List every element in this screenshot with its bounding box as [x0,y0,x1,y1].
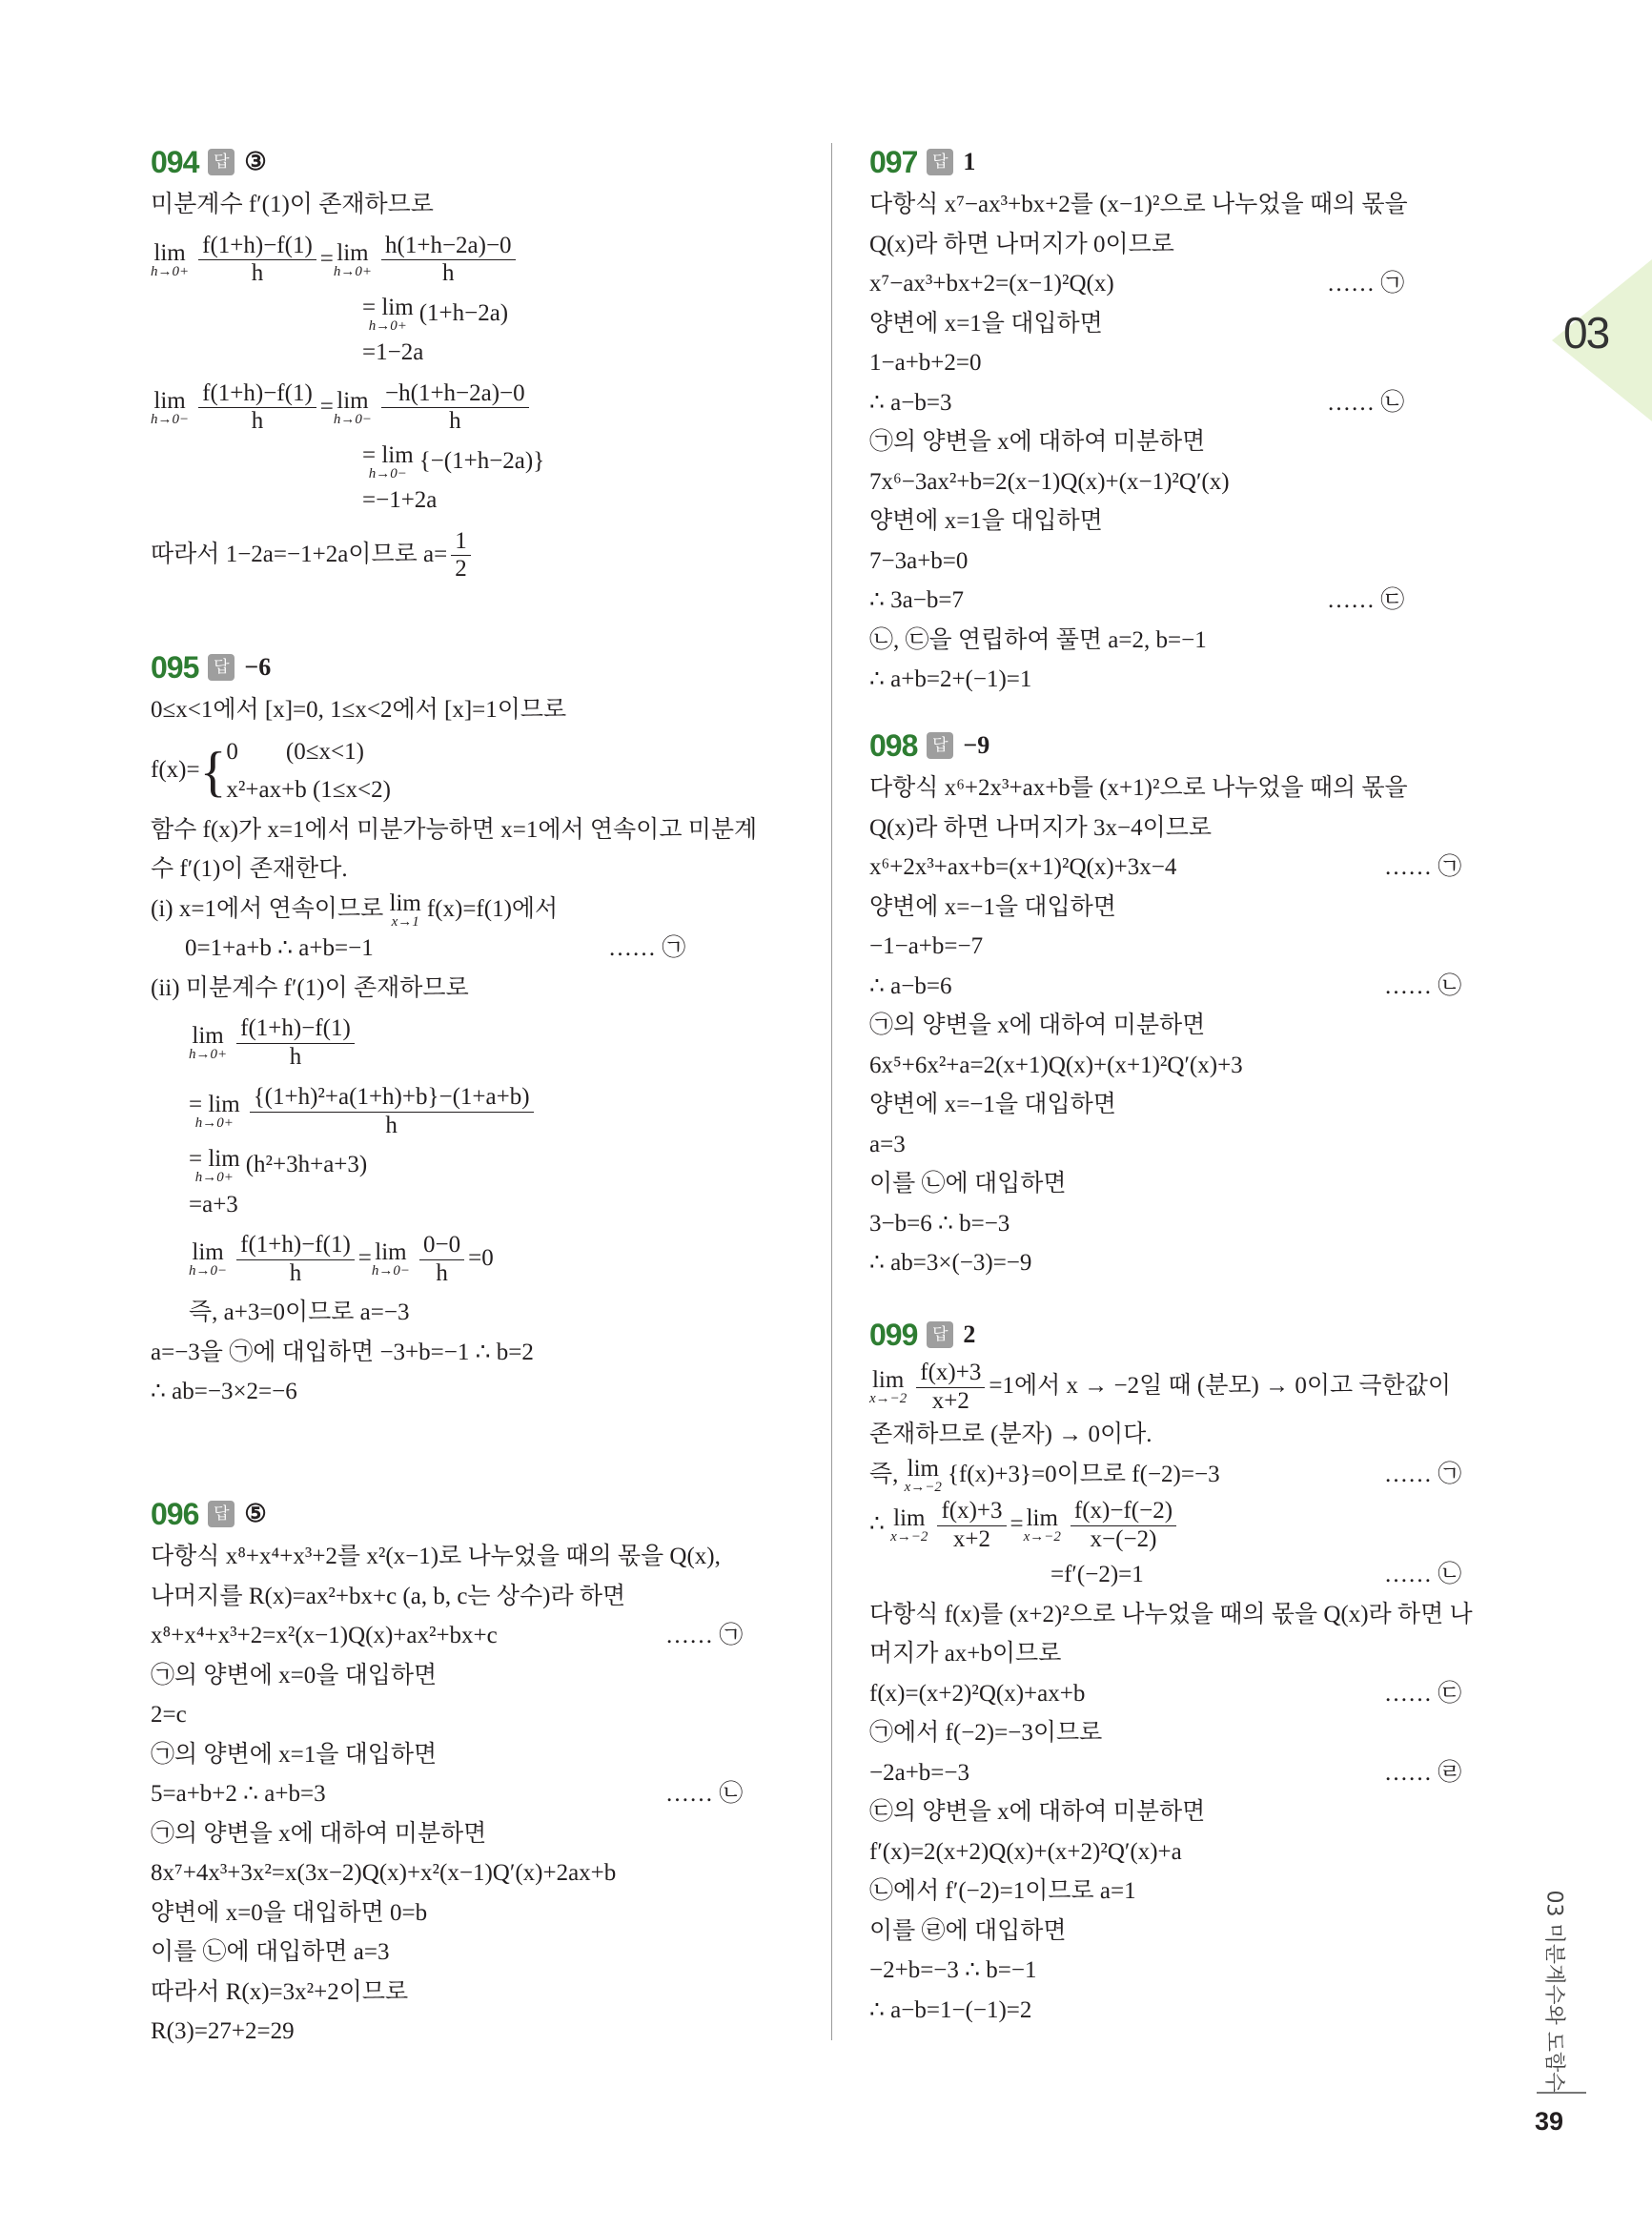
solution-line: ㉠의 양변에 x=1을 대입하면 [151,1741,438,1768]
problem-number: 096 [151,1496,199,1531]
solution-line [151,1076,808,1145]
equation-marker: …… ㉠ [1327,271,1405,297]
solution-line: ∴ 3a−b=7 …… ㉢ [869,581,1527,621]
solution-097 [869,141,1527,700]
solution-line: ㉠의 양변에 x=0을 대입하면 [151,1662,438,1688]
solution-line: 다항식 x⁷−ax³+bx+2를 (x−1)²으로 나누었을 때의 몫을 [869,192,1408,217]
equation-marker: …… ㉠ [608,935,686,961]
solution-line: 따라서 R(x)=3x²+2이므로 [151,1978,409,2005]
solution-line: = lim h→0− {−(1+h−2a)} [362,441,545,481]
problem-number: 094 [151,144,199,179]
limit: lim x→−2 [890,1505,928,1545]
solution-line: =f′(−2)=1 …… ㉡ [869,1555,1527,1595]
answer-tag: 답 [927,1321,953,1348]
answer-tag: 답 [208,654,235,681]
solution-line: Q(x)라 하면 나머지가 3x−4이므로 [869,814,1213,841]
solution-line: 8x⁷+4x³+3x²=x(3x−2)Q(x)+x²(x−1)Q′(x)+2ax+b [151,1860,617,1886]
solution-line: (i) x=1에서 연속이므로 lim x→1 f(x)=f(1)에서 [151,890,559,930]
solution-line: ∴ a+b=2+(−1)=1 [869,666,1032,692]
limit: = lim h→0+ [362,294,414,334]
solution-line: ㉡에서 f′(−2)=1이므로 a=1 [869,1878,1136,1904]
solution-line: 존재하므로 (분자) → 0이다. [869,1422,1152,1447]
solution-line: x⁷−ax³+bx+2=(x−1)²Q(x) …… ㉠ [869,264,1527,304]
solution-line: 미분계수 f′(1)이 존재하므로 [151,192,434,217]
solution-line: lim h→0+ $\frac{f(1+h)-f(1)}{h}$ = lim h→0+ $\frac{h(1+h-2a)-0}{h}$ [151,225,808,294]
equation-marker: …… ㉠ [665,1623,744,1648]
chapter-number: 03 [1563,308,1609,358]
solution-line: 머지가 ax+b이므로 [869,1641,1062,1667]
solution-line: x⁸+x⁴+x³+2=x²(x−1)Q(x)+ax²+bx+c …… ㉠ [151,1616,808,1656]
limit: = lim h→0− [362,441,414,481]
fraction: $\frac{-h(1+h-2a)-0}{h}$ [381,380,529,437]
solution-line: lim x→−2 $\frac{f(x)+3}{x+2}$ =1에서 x → −2일 때 (분모) → 0이고 극한값이 [869,1360,1452,1414]
equation-marker: …… ㉢ [1384,1680,1462,1707]
solution-line: 함수 f(x)가 x=1에서 미분가능하면 x=1에서 연속이고 미분계 [151,816,758,843]
solution-line: f′(x)=2(x+2)Q(x)+(x+2)²Q′(x)+a [869,1838,1182,1865]
equation-marker: …… ㉡ [665,1781,744,1807]
solution-line: = lim h→0+ (h²+3h+a+3) [189,1146,368,1186]
solution-line: 나머지를 R(x)=ax²+bx+c (a, b, c는 상수)라 하면 [151,1583,626,1609]
equation-marker: …… ㉠ [1384,1461,1462,1487]
limit: lim x→−2 [1023,1505,1061,1545]
solution-line: 수 f′(1)이 존재한다. [151,856,348,882]
limit: lim h→0+ [189,1023,228,1063]
solution-line: 따라서 1−2a=−1+2a이므로 a= $\frac{1}{2}$ [151,521,808,589]
limit: lim x→−2 [904,1455,942,1495]
solution-line: ㉠의 양변을 x에 대하여 미분하면 [869,429,1206,455]
chapter-title: 03 미분계수와 도함수 [1541,1890,1566,2092]
solution-098 [869,725,1527,1283]
fraction: $\frac{f(1+h)-f(1)}{h}$ [198,380,316,437]
fraction: $\frac{f(1+h)-f(1)}{h}$ [236,1015,355,1072]
limit: lim h→0− [371,1239,411,1279]
limit: lim h→0+ [333,239,373,279]
solution-line: 7x⁶−3ax²+b=2(x−1)Q(x)+(x−1)²Q′(x) [869,468,1230,495]
problem-number: 097 [869,144,918,179]
solution-line: ∴ lim x→−2 $\frac{f(x)+3}{x+2}$ = lim x→−2 $\frac{f(x)-f(-2)}{x-(-2)}$ [869,1494,1527,1555]
limit: lim h→0− [151,387,190,427]
solution-line: = lim h→0+ (1+h−2a) [362,294,509,334]
solution-line: 다항식 f(x)를 (x+2)²으로 나누었을 때의 몫을 Q(x)라 하면 나 [869,1601,1473,1627]
solution-line: 6x⁵+6x²+a=2(x+1)Q(x)+(x+1)²Q′(x)+3 [869,1052,1243,1078]
page-number-rule [1537,2092,1586,2094]
solution-header [869,141,1527,183]
solution-099 [869,1314,1527,2030]
piecewise-function: f(x)={ 0 (0≤x<1) x²+ax+b (1≤x<2) [151,738,391,803]
solution-header [151,1493,808,1535]
answer-value: −6 [244,653,272,681]
answer-tag: 답 [208,149,235,175]
solution-line [151,1008,808,1076]
solution-line: 0≤x<1에서 [x]=0, 1≤x<2에서 [x]=1이므로 [151,697,567,723]
solution-line: ∴ a−b=3 …… ㉡ [869,383,1527,423]
limit: lim x→1 [389,890,421,930]
solution-line: (ii) 미분계수 f′(1)이 존재하므로 [151,974,469,1001]
limit: lim h→0− [333,387,373,427]
solution-line: 이를 ㉡에 대입하면 a=3 [151,1939,390,1965]
equation-marker: …… ㉣ [1384,1759,1462,1786]
solution-line: =−1+2a [362,487,438,513]
solution-line: ㉢의 양변을 x에 대하여 미분하면 [869,1799,1206,1825]
solution-line: −2a+b=−3 …… ㉣ [869,1753,1527,1793]
solution-line: 즉, a+3=0이므로 a=−3 [189,1299,410,1325]
solution-line: ㉡, ㉢을 연립하여 풀면 a=2, b=−1 [869,626,1207,653]
solution-line: lim h→0− $\frac{f(1+h)-f(1)}{h}$ = lim h→0− $\frac{0-0}{h}$ =0 [189,1232,494,1286]
solution-header [869,1314,1527,1356]
limit: lim h→0+ [151,239,190,279]
solution-line: a=3 [869,1131,906,1157]
solution-line: f(x)=(x+2)²Q(x)+ax+b …… ㉢ [869,1674,1527,1714]
solution-line: x⁶+2x³+ax+b=(x+1)²Q(x)+3x−4 …… ㉠ [869,848,1527,888]
solution-header [151,141,808,183]
solution-line: 다항식 x⁸+x⁴+x³+2를 x²(x−1)로 나누었을 때의 몫을 Q(x), [151,1544,721,1569]
limit: lim h→0− [189,1239,228,1279]
fraction: $\frac{f(1+h)-f(1)}{h}$ [198,233,316,289]
solution-line: ㉠의 양변을 x에 대하여 미분하면 [151,1820,487,1847]
solution-line: lim h→0− $\frac{f(1+h)-f(1)}{h}$ = lim h→0− $\frac{-h(1+h-2a)-0}{h}$ [151,373,808,441]
fraction: $\frac{1}{2}$ [451,528,471,584]
solution-line: ∴ ab=3×(−3)=−9 [869,1250,1032,1276]
solution-line: 양변에 x=−1을 대입하면 [869,1092,1116,1117]
solution-line: 다항식 x⁶+2x³+ax+b를 (x+1)²으로 나누었을 때의 몫을 [869,775,1408,801]
solution-line: 양변에 x=1을 대입하면 [869,310,1103,337]
solution-096 [151,1493,808,2052]
solution-line: 양변에 x=0을 대입하면 0=b [151,1899,428,1926]
solution-line: 이를 ㉡에 대입하면 [869,1171,1067,1197]
fraction: $\frac{f(x)+3}{x+2}$ [916,1360,985,1416]
solution-line: Q(x)라 하면 나머지가 0이므로 [869,231,1174,257]
answer-value: ⑤ [244,1500,267,1527]
solution-line: 이를 ㉣에 대입하면 [869,1917,1067,1944]
solution-line: 1−a+b+2=0 [869,350,982,376]
limit: = lim h→0+ [189,1092,240,1132]
limit: lim x→−2 [869,1367,908,1407]
fraction: $\frac{f(x)+3}{x+2}$ [937,1498,1006,1554]
equation-marker: …… ㉢ [1327,587,1405,613]
solution-line: =a+3 [189,1191,238,1217]
page-number: 39 [1535,2107,1564,2136]
answer-tag: 답 [927,732,953,759]
fraction: $\frac{h(1+h-2a)-0}{h}$ [381,233,516,289]
solution-line: 3−b=6 ∴ b=−3 [869,1210,1010,1237]
problem-number: 099 [869,1317,918,1352]
answer-value: 1 [963,148,976,175]
solution-line: ㉠의 양변을 x에 대하여 미분하면 [869,1013,1206,1038]
equation-marker: …… ㉡ [1384,1562,1462,1587]
answer-value: 2 [963,1320,976,1348]
equation-marker: …… ㉡ [1327,389,1405,416]
solution-line: 양변에 x=−1을 대입하면 [869,893,1116,920]
answer-tag: 답 [927,149,953,175]
equation-marker: …… ㉠ [1384,854,1462,880]
solution-line: 7−3a+b=0 [869,547,969,574]
solution-line: 0=1+a+b ∴ a+b=−1 …… ㉠ [151,929,808,969]
solution-095 [151,646,808,1412]
fraction: $\frac{\text{\{(1+h)²+a(1+h)+b\}−(1+a+b)}}{h}$ [250,1084,534,1140]
solution-line: ∴ ab=−3×2=−6 [151,1379,297,1404]
solution-header [151,646,808,688]
limit: = lim h→0+ [189,1146,240,1186]
solution-line: 2=c [151,1702,187,1728]
solution-line: ∴ a−b=1−(−1)=2 [869,1996,1032,2023]
solution-line: 양변에 x=1을 대입하면 [869,508,1103,534]
fraction: $\frac{0-0}{h}$ [419,1232,464,1288]
solution-line: =1−2a [362,339,424,365]
solution-094 [151,141,808,589]
solution-line: a=−3을 ㉠에 대입하면 −3+b=−1 ∴ b=2 [151,1339,534,1365]
equation-marker: …… ㉡ [1384,972,1462,999]
answer-value: −9 [963,731,990,759]
solution-line: R(3)=27+2=29 [151,2018,295,2044]
solution-line: ㉠에서 f(−2)=−3이므로 [869,1720,1103,1746]
problem-number: 098 [869,727,918,763]
answer-value: ③ [244,148,267,175]
answer-tag: 답 [208,1501,235,1527]
solution-header [869,725,1527,767]
solution-line: −2+b=−3 ∴ b=−1 [869,1957,1037,1983]
solution-line: 즉, lim x→−2 {f(x)+3}=0이므로 f(−2)=−3 …… ㉠ [869,1455,1462,1495]
fraction: $\frac{f(x)-f(-2)}{x-(-2)}$ [1071,1498,1176,1554]
problem-number: 095 [151,649,199,685]
solution-line: ∴ a−b=6 …… ㉡ [869,967,1527,1007]
solution-line: −1−a+b=−7 [869,933,984,959]
fraction: $\frac{f(1+h)-f(1)}{h}$ [236,1232,355,1288]
column-divider [831,143,832,2040]
solution-line: 5=a+b+2 ∴ a+b=3 …… ㉡ [151,1774,808,1814]
